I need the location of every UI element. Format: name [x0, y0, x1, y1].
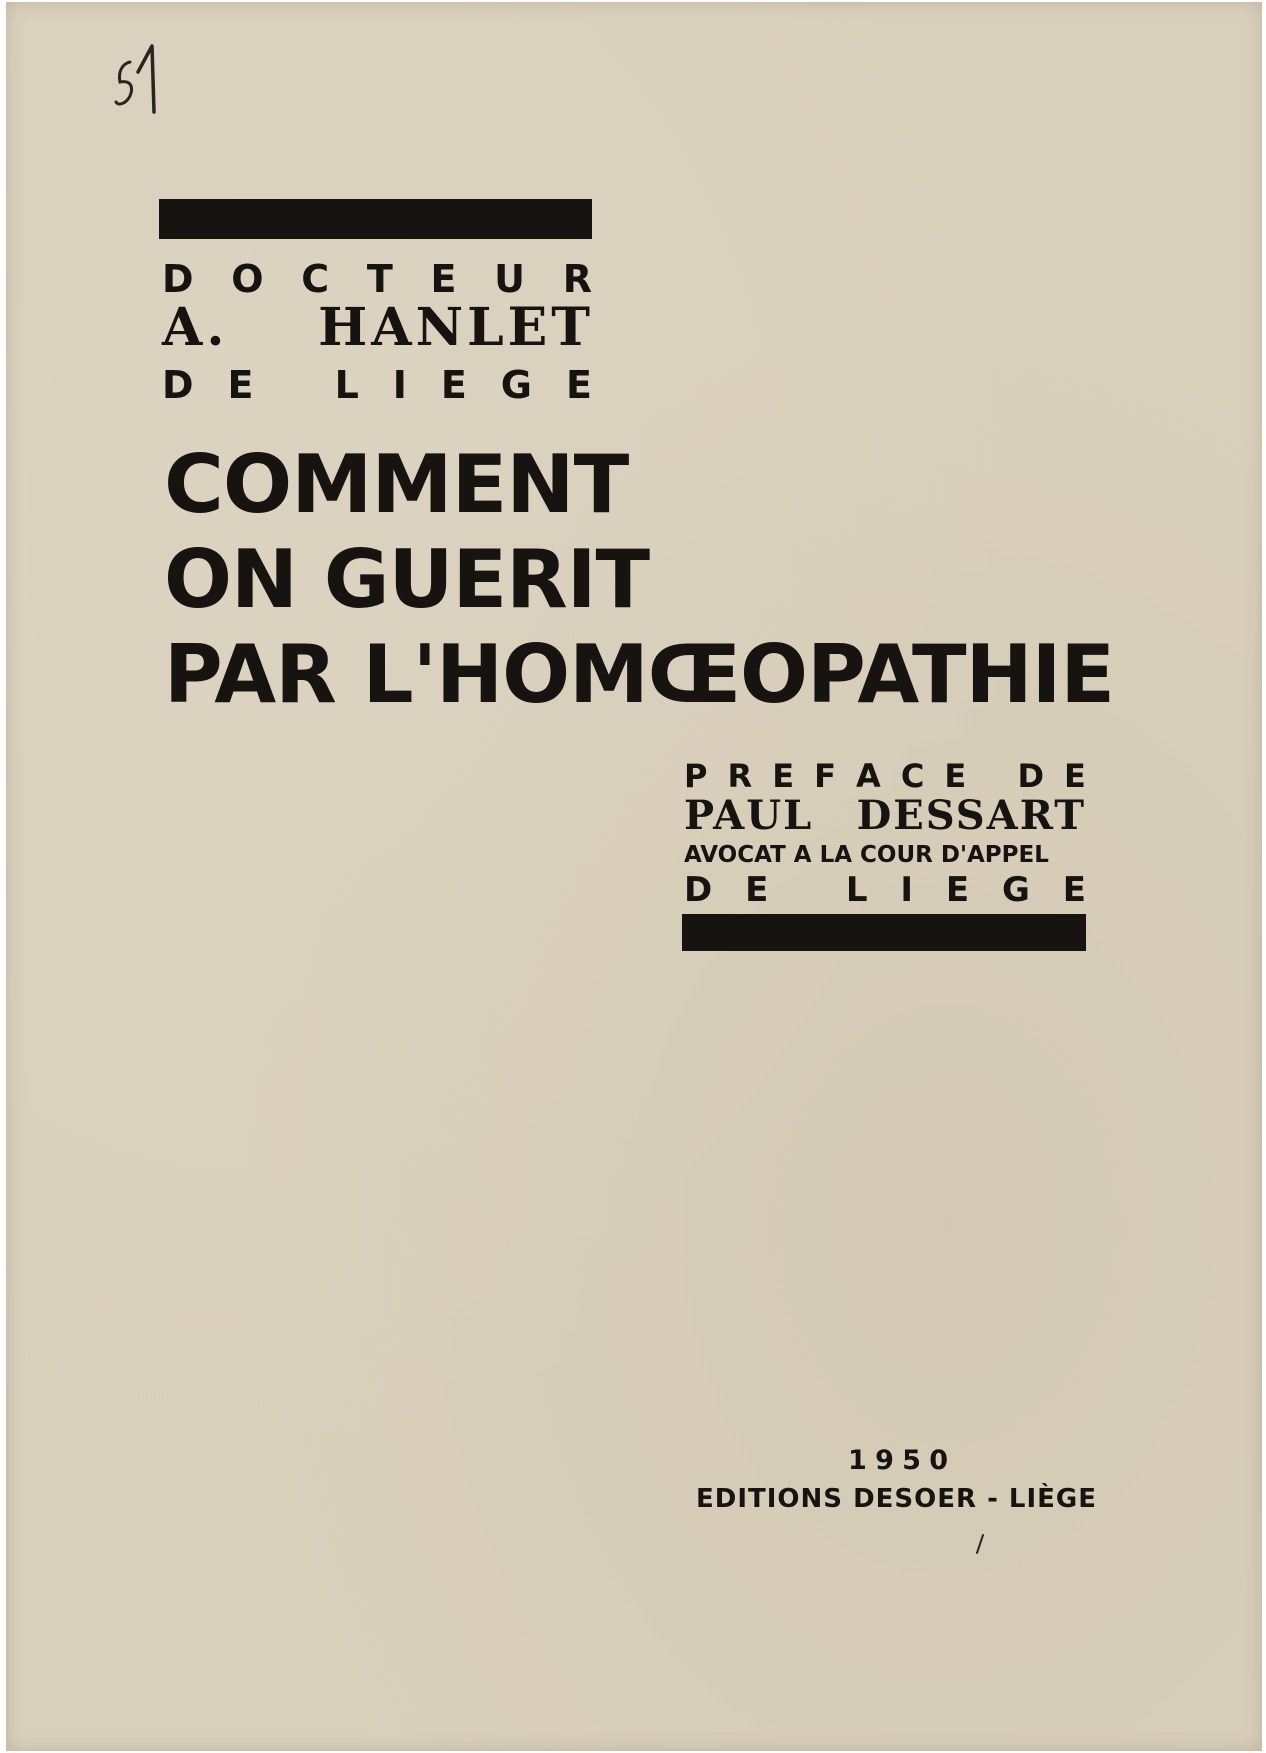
preface-label: P R E F A C E D E	[684, 757, 1086, 795]
pencil-tick-mark	[972, 1532, 988, 1556]
author-origin-line: D E L I E G E	[162, 363, 592, 407]
preface-author-role: AVOCAT A LA COUR D'APPEL	[684, 842, 1049, 868]
title-line-2: ON GUERIT	[164, 533, 650, 626]
book-title	[164, 437, 1114, 722]
title-line-3: PAR L'HOMŒOPATHIE	[164, 628, 1114, 721]
title-line-1: COMMENT	[164, 438, 629, 531]
preface-author-name: PAUL DESSART	[684, 792, 1086, 839]
publication-year: 1 9 5 0	[848, 1445, 948, 1476]
book-cover	[6, 2, 1262, 1751]
preface-author-origin: D E L I E G E	[684, 870, 1086, 910]
bottom-black-rule	[682, 914, 1086, 951]
author-name: A. HANLET	[162, 297, 594, 358]
handwritten-shelf-mark	[108, 24, 188, 124]
top-black-rule	[159, 199, 592, 239]
publisher-imprint: EDITIONS DESOER - LIÈGE	[696, 1484, 1098, 1514]
author-title-line: D O C T E U R	[162, 257, 592, 301]
